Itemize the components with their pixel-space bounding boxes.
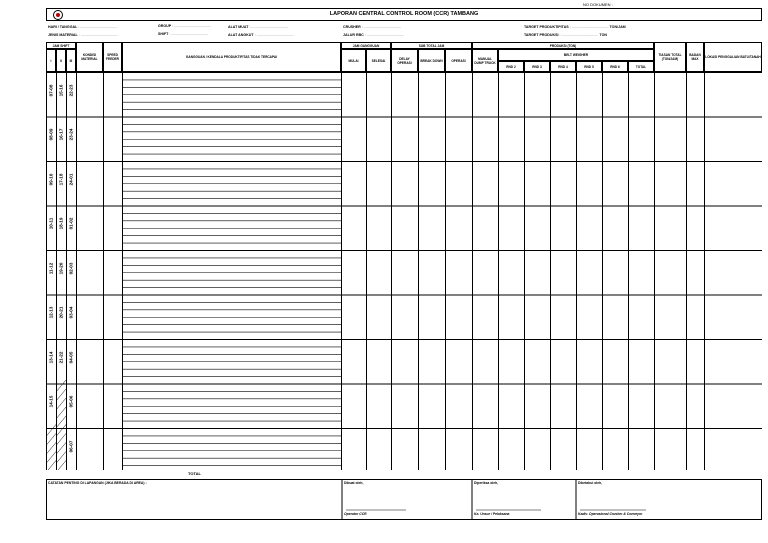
target-produksi-dots: : ..................................... <box>559 33 599 37</box>
belt-col-1: RND 2 <box>498 61 524 72</box>
selesai-header: SELESAI <box>366 49 391 72</box>
hatch-line <box>56 389 66 401</box>
doc-number-label: NO DOKUMEN : <box>583 2 613 7</box>
crusher-field[interactable] <box>343 25 401 29</box>
time-label: 24-01 <box>68 173 74 185</box>
ka-unsur-signature: Ka. Unsur / Pelaksana <box>474 512 510 516</box>
hatch-line <box>56 434 66 446</box>
time-label: 01-02 <box>68 217 74 230</box>
title-bar <box>46 8 762 21</box>
hatch-line <box>46 425 56 437</box>
group-label: GROUP <box>158 24 172 28</box>
diperiksa-label: Diperiksa oleh, <box>474 481 499 485</box>
time-label: 16-17 <box>58 128 64 141</box>
alat-angkut-dots: : ..................................... <box>254 33 294 37</box>
time-label: 09-10 <box>48 173 54 185</box>
jenis-field[interactable] <box>48 33 118 37</box>
catatan-label: CATATAN PENTING DI LAPANGAN (JIKA BERADA DI AREA) : <box>48 481 147 485</box>
time-label: 14-15 <box>48 395 54 408</box>
hari-dots: : ..................................... <box>78 25 118 29</box>
kondisi-material-header: KONDISI MATERIAL <box>76 42 103 72</box>
report-title: LAPORAN CENTRAL CONTROL ROOM (CCR) TAMBANG <box>329 11 479 17</box>
jenis-dots: : ..................................... <box>78 33 118 37</box>
total-label: TOTAL <box>188 471 201 476</box>
time-label: 07-08 <box>48 84 54 96</box>
hatch-line <box>56 443 66 455</box>
delay-header: DELAY OPERASI <box>391 49 418 72</box>
target-produktipitas-field[interactable] <box>524 25 626 29</box>
shift-1-header: I <box>46 49 56 72</box>
belt-col-total: TOTAL <box>628 61 654 72</box>
shift-field[interactable] <box>158 32 208 36</box>
shift-3-header: III <box>66 49 76 72</box>
mulai-header: MULAI <box>341 49 366 72</box>
time-label: 02-03 <box>68 262 74 274</box>
target-prod-unit: TON/JAM <box>609 25 626 29</box>
manual-dump-header: MANUAL DUMP TRUCK <box>472 49 498 72</box>
dibuat-label: Dibuat oleh, <box>344 481 364 485</box>
time-label: 15-16 <box>58 84 64 96</box>
alat-angkut-field[interactable] <box>228 33 294 37</box>
time-label: 12-13 <box>48 306 54 319</box>
jalur-label: JALUR RBC <box>343 33 364 37</box>
time-label: 03-04 <box>68 306 74 319</box>
time-label: 08-09 <box>48 128 54 141</box>
shift-dots: : ..................................... <box>169 32 209 36</box>
diketahui-label: Diketahui oleh, <box>578 481 603 485</box>
crusher-dots: : ..................................... <box>361 25 401 29</box>
report-form <box>46 2 762 520</box>
belt-col-4: RND 5 <box>576 61 602 72</box>
jam-shift-header: JAM SHIFT <box>46 42 76 49</box>
badan-max-header: BADAN MAX <box>686 42 704 72</box>
sub-total-header: SUB TOTAL JAM <box>391 42 472 49</box>
shift-2-header: II <box>56 49 66 72</box>
time-label: 17-18 <box>58 173 64 185</box>
belt-col-5: RND 6 <box>602 61 628 72</box>
hatch-line <box>56 398 66 410</box>
hatch-line <box>46 443 56 455</box>
time-label: 18-19 <box>58 217 64 230</box>
lokasi-header: LOKASI PENGGALIAN BATU/TANAH <box>704 42 762 72</box>
target-produksi-field[interactable] <box>524 33 607 37</box>
speed-feeder-header: SPEED FEEDER <box>103 42 122 72</box>
tiasan-header: TIASAN TOTAL (TON/JAM) <box>654 42 686 72</box>
jenis-label: JENIS MATERIAL <box>48 33 78 37</box>
time-label: 04-05 <box>68 351 74 363</box>
shift-label: SHIFT <box>158 32 169 36</box>
report-body-grid <box>46 72 762 470</box>
hari-label: HARI / TANGGAL <box>48 25 78 29</box>
operasi-header: OPERASI <box>445 49 472 72</box>
hatch-line <box>46 434 56 446</box>
jalur-field[interactable] <box>343 33 404 37</box>
hatch-line <box>46 452 56 464</box>
kadiv-signature: Kadiv. Operasional Crusher & Conveyor <box>578 512 643 516</box>
target-prod-label: TARGET PRODUKTIPITAS <box>524 25 569 29</box>
break-down-header: BREAK DOWN <box>418 49 445 72</box>
time-label: 19-20 <box>58 262 64 274</box>
alat-muat-field[interactable] <box>228 25 288 29</box>
time-label: 22-23 <box>68 84 74 96</box>
belt-weigher-header: BELT WEIGHER <box>498 49 654 61</box>
hatch-line <box>56 380 66 392</box>
time-label: 11-12 <box>48 262 54 274</box>
crusher-label: CRUSHER <box>343 25 361 29</box>
target-produksi-unit: TON <box>599 33 607 37</box>
time-label: 10-11 <box>48 217 54 230</box>
group-field[interactable] <box>158 24 211 28</box>
hatch-line <box>56 452 66 464</box>
alat-muat-dots: : ..................................... <box>249 25 289 29</box>
group-dots: : ..................................... <box>172 24 212 28</box>
time-label: 23-24 <box>68 128 74 141</box>
target-prod-dots: : ..................................... <box>569 25 609 29</box>
footer-frame <box>46 479 762 520</box>
alat-angkut-label: ALAT ANGKUT <box>228 33 254 37</box>
time-label: 06-07 <box>68 440 74 452</box>
hatch-line <box>56 407 66 419</box>
time-label: 21-22 <box>58 351 64 363</box>
alat-muat-label: ALAT MUAT <box>228 25 249 29</box>
kendala-header: GANGGUAN / KENDALA PRODUKTIFITAS TIDAK TERCAPAI <box>122 42 341 72</box>
time-label: 13-14 <box>48 351 54 363</box>
produksi-header: PRODUKSI (TON) <box>472 42 654 49</box>
belt-col-3: RND 4 <box>550 61 576 72</box>
belt-col-2: RND 3 <box>524 61 550 72</box>
target-produksi-label: TARGET PRODUKSI <box>524 33 559 37</box>
time-label: 20-21 <box>58 306 64 319</box>
operator-signature: Operator CCR <box>344 512 367 516</box>
jam-gangguan-header: JAM GANGGUAN <box>341 42 391 49</box>
time-label: 05-06 <box>68 395 74 408</box>
jalur-dots: : ..................................... <box>364 33 404 37</box>
hari-field[interactable] <box>48 25 117 29</box>
